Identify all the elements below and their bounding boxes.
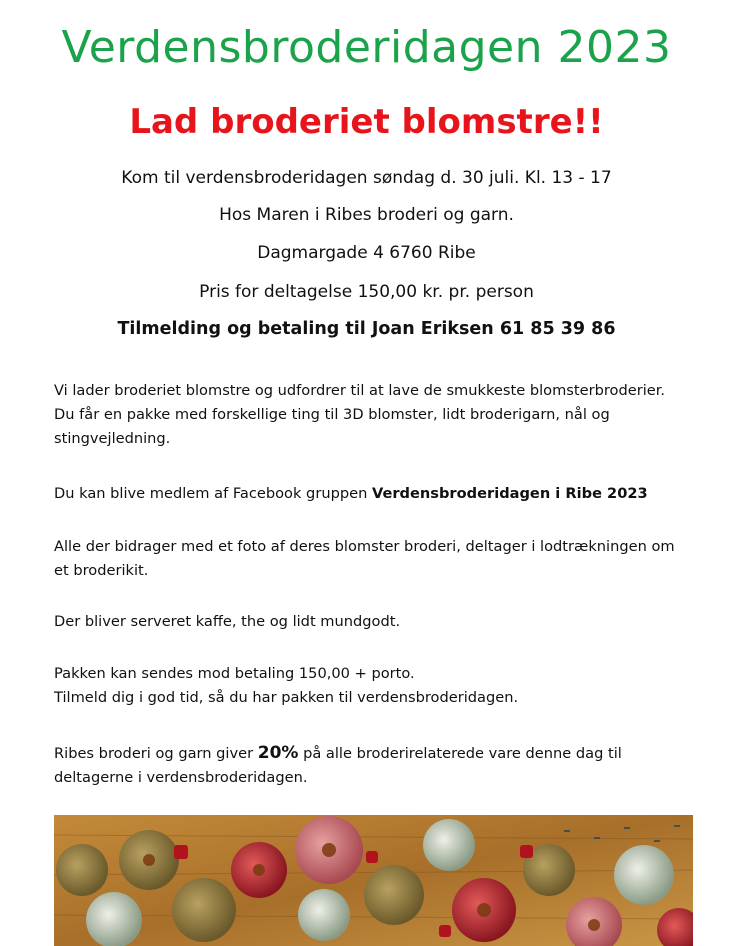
text-line: Alle der bidrager med et foto af deres blomster broderi, deltager i lodtrækningen om (54, 538, 675, 555)
paragraph-coffee (54, 610, 704, 634)
paragraph-discount (54, 741, 704, 790)
text-line: Vi lader broderiet blomstre og udfordrer til at lave de smukkeste blomsterbroderier. (54, 382, 666, 399)
paragraph-lottery (54, 535, 704, 583)
text-line: Der bliver serveret kaffe, the og lidt mundgodt. (54, 613, 401, 630)
paragraph-package (54, 662, 704, 710)
discount-percent: 20% (257, 743, 299, 763)
page-title: Verdensbroderidagen 2023 (61, 22, 672, 73)
text-line: stingvejledning. (54, 430, 171, 447)
text-line: Tilmeld dig i god tid, så du har pakken til verdensbroderidagen. (54, 689, 519, 706)
text-line: Du får en pakke med forskellige ting til 3D blomster, lidt broderigarn, nål og (54, 406, 610, 423)
text-line: et broderikit. (54, 562, 149, 579)
facebook-group-name: Verdensbroderidagen i Ribe 2023 (371, 485, 648, 502)
embroidery-photo (54, 815, 693, 946)
info-line-address: Dagmargade 4 6760 Ribe (257, 243, 476, 263)
info-line-price: Pris for deltagelse 150,00 kr. pr. person (199, 282, 534, 302)
paragraph-facebook (54, 482, 704, 506)
page-subtitle: Lad broderiet blomstre!! (129, 102, 604, 142)
info-line-date: Kom til verdensbroderidagen søndag d. 30 juli. Kl. 13 - 17 (121, 168, 612, 188)
info-line-signup: Tilmelding og betaling til Joan Eriksen 61 85 39 86 (117, 319, 616, 339)
text-line: Du kan blive medlem af Facebook gruppen (54, 485, 372, 502)
text-line: Pakken kan sendes mod betaling 150,00 + porto. (54, 665, 415, 682)
text-line: Ribes broderi og garn giver 20% på alle broderirelaterede vare denne dag til (54, 743, 622, 763)
info-line-location: Hos Maren i Ribes broderi og garn. (219, 205, 514, 225)
text-line: deltagerne i verdensbroderidagen. (54, 769, 308, 786)
paragraph-intro (54, 379, 704, 451)
